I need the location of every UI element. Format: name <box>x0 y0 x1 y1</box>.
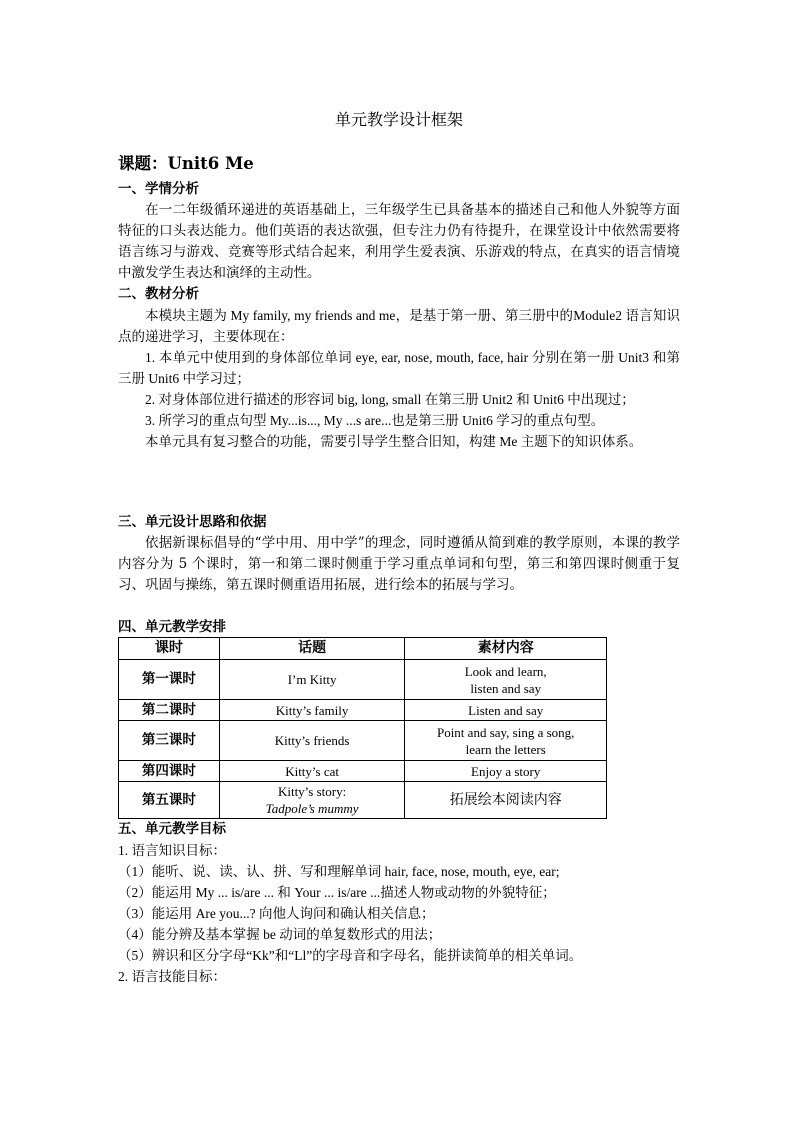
table-row <box>119 761 607 782</box>
topic-line: Kitty’s story: <box>277 784 347 799</box>
table-header-cell: 素材内容 <box>405 638 607 660</box>
lesson-cell: 第五课时 <box>119 782 220 819</box>
table-header-row <box>119 638 607 660</box>
material-cell <box>405 660 607 700</box>
table-header-cell: 课时 <box>119 638 220 660</box>
topic-line: Tadpole’s mummy <box>265 801 359 816</box>
section-schedule <box>118 617 680 638</box>
course-title: 课题：Unit6 Me <box>118 154 254 173</box>
topic-cell: Kitty’s friends <box>219 721 405 761</box>
table-row <box>119 782 607 819</box>
topic-cell: Kitty’s cat <box>219 761 405 782</box>
section-teaching-goals-cont <box>118 945 680 987</box>
goal-item: （1）能听、说、读、认、拼、写和理解单词 hair, face, nose, mouth, eye, ear; <box>118 864 560 879</box>
section-teaching-goals <box>118 819 680 945</box>
section-paragraph: 本单元具有复习整合的功能，需要引导学生整合旧知，构建 Me 主题下的知识体系。 <box>145 434 643 449</box>
goal-item: （3）能运用 Are you...? 向他人询问和确认相关信息； <box>118 906 435 921</box>
subheading: 1. 语言知识目标： <box>118 843 226 858</box>
section-material-analysis <box>118 284 680 452</box>
section-heading: 二、教材分析 <box>118 286 199 302</box>
material-line: Point and say, sing a song, <box>436 724 575 740</box>
material-cell: 拓展绘本阅读内容 <box>405 782 607 819</box>
goal-item: （5）辨识和区分字母“Kk”和“Ll”的字母音和字母名，能拼读简单的相关单词。 <box>118 948 583 963</box>
material-cell: Enjoy a story <box>405 761 607 782</box>
table-row <box>119 660 607 700</box>
topic-text: I’m Kitty <box>287 672 337 687</box>
section-design-rationale <box>118 512 680 596</box>
material-line: Look and learn, <box>464 663 547 679</box>
material-line: learn the letters <box>465 741 546 757</box>
section-heading: 一、学情分析 <box>118 181 199 197</box>
table-header-cell: 话题 <box>219 638 405 660</box>
subheading: 2. 语言技能目标： <box>118 969 226 984</box>
list-item: 2. 对身体部位进行描述的形容词 big, long, small 在第三册 Unit2 和 Unit6 中出现过； <box>145 392 635 407</box>
section-paragraph: 本模块主题为 My family, my friends and me，是基于第一册、第三册中的Module2 语言知识点的递进学习，主要体现在： <box>118 308 680 344</box>
topic-cell <box>219 660 405 700</box>
list-item: 3. 所学习的重点句型 My...is..., My ...s are...也是第三册 Unit6 学习的重点句型。 <box>145 413 605 428</box>
goal-item: （4）能分辨及基本掌握 be 动词的单复数形式的用法； <box>118 927 442 942</box>
section-paragraph: 依据新课标倡导的“学中用、用中学”的理念，同时遵循从简到难的教学原则，本课的教学内容分为 5 个课时，第一和第二课时侧重于学习重点单词和句型，第三和第四课时侧重于复习、巩固与操练，第五课时侧重语用拓展，进行绘本的拓展与学习。 <box>118 535 680 593</box>
goal-item: （2）能运用 My ... is/are ... 和 Your ... is/are ...描述人物或动物的外貌特征； <box>118 885 556 900</box>
section-heading: 三、单元设计思路和依据 <box>118 514 267 530</box>
lesson-cell: 第四课时 <box>119 761 220 782</box>
lesson-cell: 第一课时 <box>119 660 220 700</box>
material-line: listen and say <box>470 680 542 696</box>
table-row <box>119 700 607 721</box>
list-item: 1. 本单元中使用到的身体部位单词 eye, ear, nose, mouth, face, hair 分别在第一册 Unit3 和第三册 Unit6 中学习过； <box>118 350 680 386</box>
section-paragraph: 在一二年级循环递进的英语基础上，三年级学生已具备基本的描述自己和他人外貌等方面特征的口头表达能力。他们英语的表达欲强，但专注力仍有待提升，在课堂设计中依然需要将语言练习与游戏、竞赛等形式结合起来，利用学生爱表演、乐游戏的特点，在真实的语言情境中激发学生表达和演绎的主动性。 <box>118 202 680 281</box>
section-heading: 五、单元教学目标 <box>118 821 226 837</box>
material-cell <box>405 721 607 761</box>
lesson-cell: 第三课时 <box>119 721 220 761</box>
topic-cell: Kitty’s family <box>219 700 405 721</box>
topic-cell <box>219 782 405 819</box>
section-learner-analysis <box>118 179 680 284</box>
document-title: 单元教学设计框架 <box>334 110 463 129</box>
table-row <box>119 721 607 761</box>
lesson-cell: 第二课时 <box>119 700 220 721</box>
material-cell: Listen and say <box>405 700 607 721</box>
schedule-table <box>118 637 607 819</box>
section-heading: 四、单元教学安排 <box>118 619 226 635</box>
